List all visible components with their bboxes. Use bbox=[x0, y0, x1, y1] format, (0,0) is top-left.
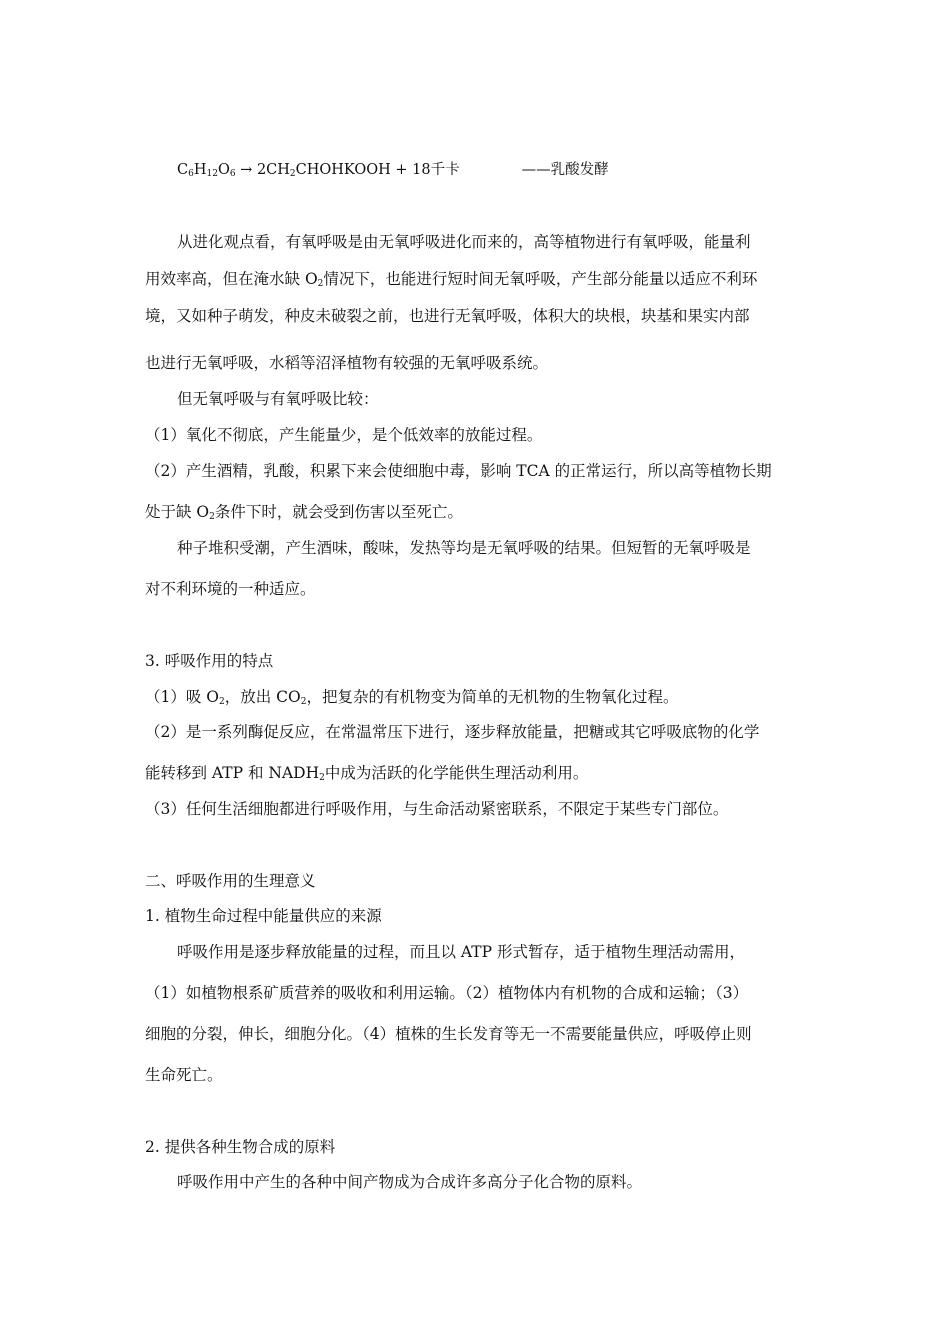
paragraph-line: 生命死亡。 bbox=[145, 1066, 223, 1084]
list-item: （1）吸 $O_2$，放出 $CO_2$，把复杂的有机物变为简单的无机物的生物氧化过程。 bbox=[145, 688, 679, 707]
list-item: （2）是一系列酶促反应，在常温常压下进行，逐步释放能量，把糖或其它呼吸底物的化学 bbox=[145, 723, 760, 741]
list-item: （1）氧化不彻底，产生能量少，是个低效率的放能过程。 bbox=[145, 426, 543, 444]
paragraph-line: 对不利环境的一种适应。 bbox=[145, 580, 316, 598]
list-item: 能转移到 ATP 和 $NADH_2$中成为活跃的化学能供生理活动利用。 bbox=[145, 764, 589, 783]
paragraph-line: 细胞的分裂，伸长，细胞分化。（4）植株的生长发育等无一不需要能量供应，呼吸停止则 bbox=[145, 1025, 752, 1043]
list-item: （3）任何生活细胞都进行呼吸作用，与生命活动紧密联系，不限定于某些专门部位。 bbox=[145, 800, 729, 818]
paragraph-line: 呼吸作用是逐步释放能量的过程，而且以 ATP 形式暂存，适于植物生理活动需用， bbox=[177, 943, 745, 961]
paragraph-line: 呼吸作用中产生的各种中间产物成为合成许多高分子化合物的原料。 bbox=[177, 1173, 643, 1191]
paragraph-line: 境，又如种子萌发，种皮未破裂之前，也进行无氧呼吸，体积大的块根，块基和果实内部 bbox=[145, 307, 750, 325]
paragraph-line: 也进行无氧呼吸，水稻等沼泽植物有较强的无氧呼吸系统。 bbox=[145, 354, 549, 372]
section-heading: 2. 提供各种生物合成的原料 bbox=[145, 1138, 336, 1156]
paragraph-line: 从进化观点看，有氧呼吸是由无氧呼吸进化而来的，高等植物进行有氧呼吸，能量利 bbox=[177, 233, 751, 251]
list-item: 处于缺 $O_2$条件下时，就会受到伤害以至死亡。 bbox=[145, 503, 463, 522]
section-heading: 1. 植物生命过程中能量供应的来源 bbox=[145, 907, 382, 925]
paragraph-line: 但无氧呼吸与有氧呼吸比较： bbox=[177, 390, 379, 408]
paragraph-line: 用效率高，但在淹水缺 $O_2$情况下，也能进行短时间无氧呼吸，产生部分能量以适应不利环 bbox=[145, 270, 758, 289]
section-heading: 3. 呼吸作用的特点 bbox=[145, 652, 274, 670]
list-item: （2）产生酒精，乳酸，积累下来会使细胞中毒，影响 TCA 的正常运行，所以高等植物长期 bbox=[145, 462, 772, 480]
paragraph-line: （1）如植物根系矿质营养的吸收和利用运输。（2）植物体内有机物的合成和运输；（3） bbox=[145, 984, 749, 1002]
chapter-heading: 二、呼吸作用的生理意义 bbox=[145, 872, 316, 890]
equation-label: ——乳酸发酵 bbox=[521, 162, 609, 178]
lactic-fermentation-equation: $C_6H_{12}O_6$ → $2CH_2CHOHKOOH + 18$千卡 ——乳酸发酵 bbox=[177, 162, 609, 179]
paragraph-line: 种子堆积受潮，产生酒味，酸味，发热等均是无氧呼吸的结果。但短暂的无氧呼吸是 bbox=[177, 539, 751, 557]
